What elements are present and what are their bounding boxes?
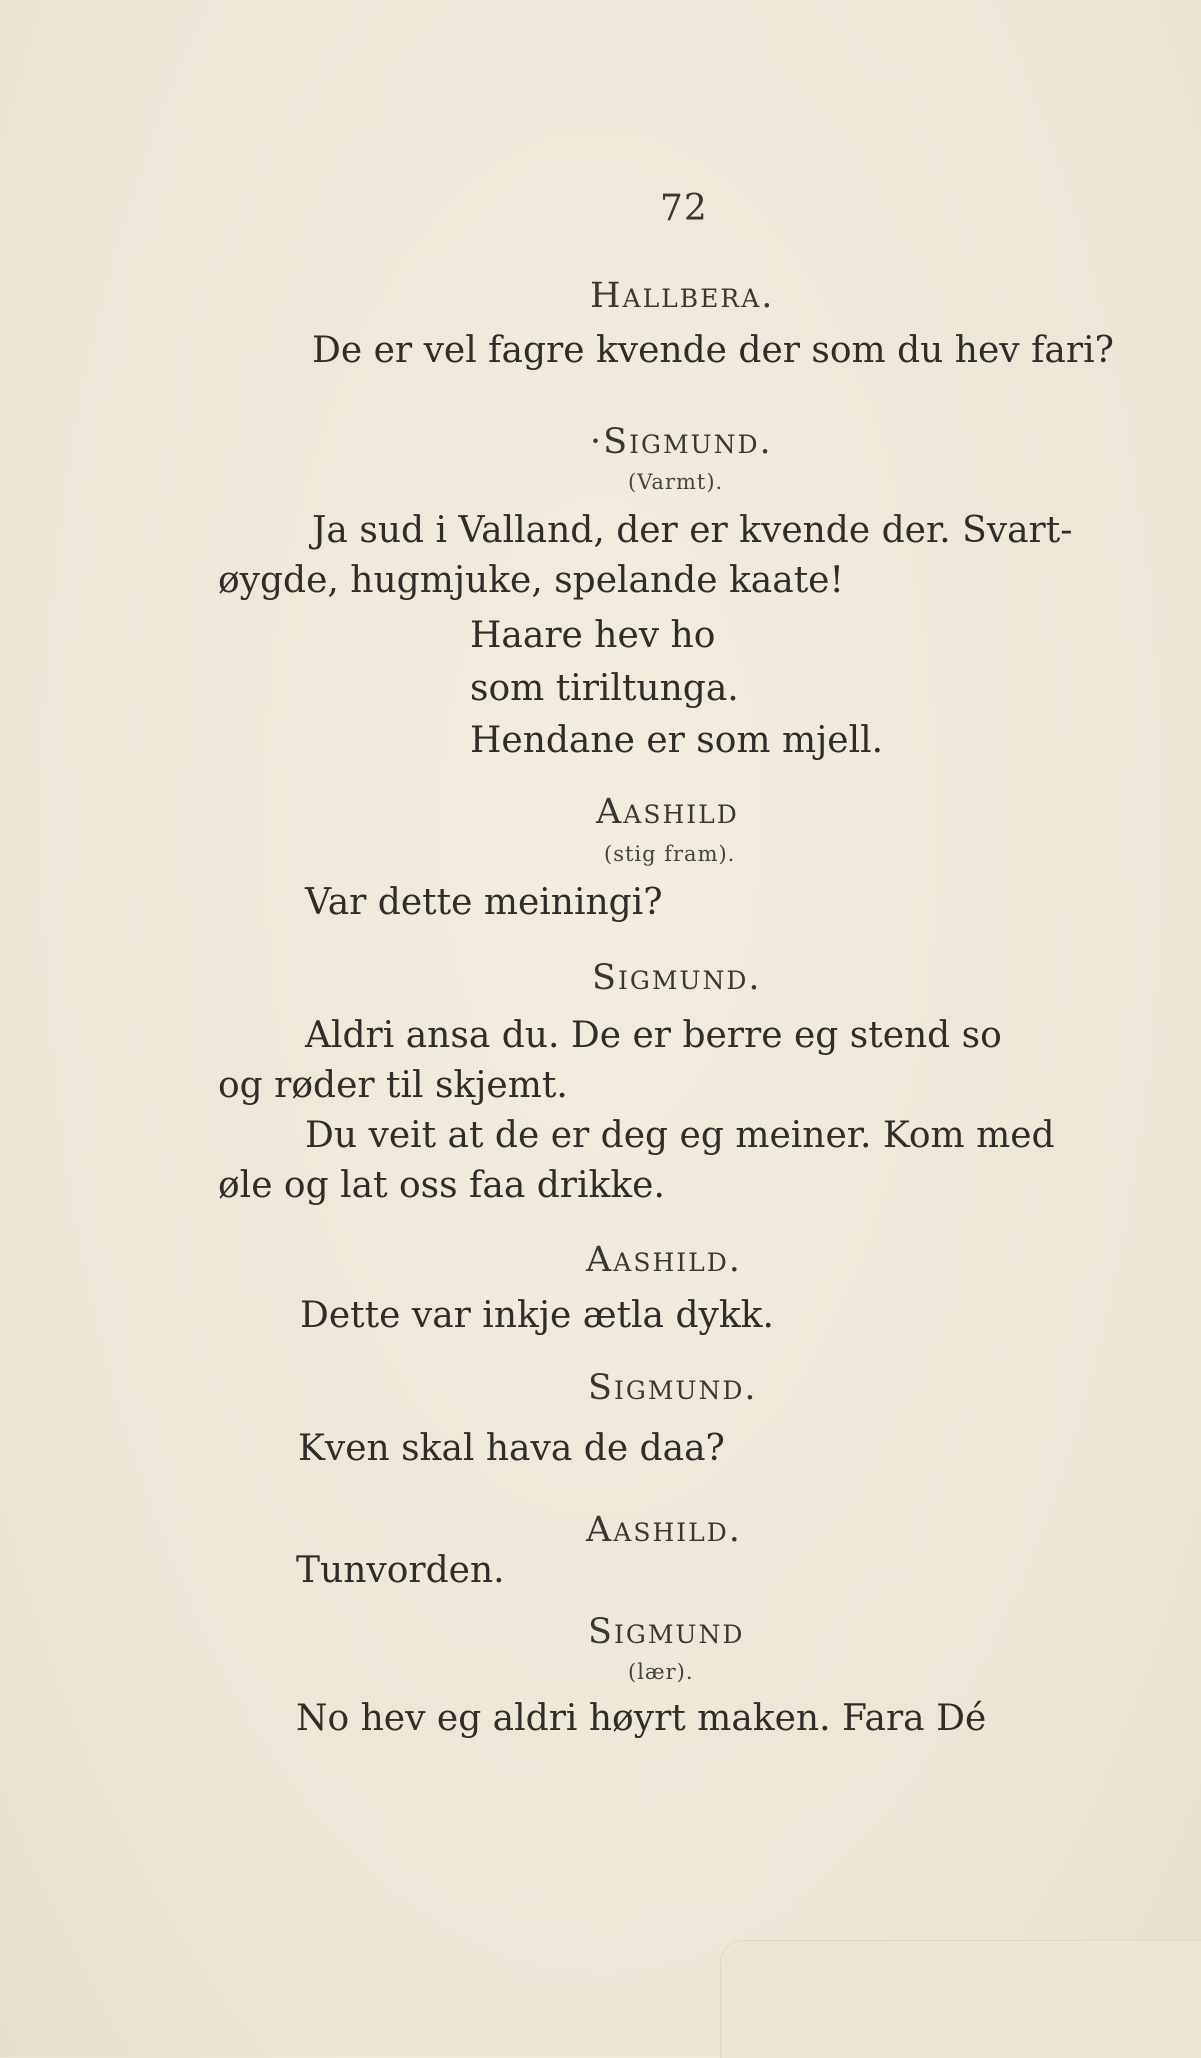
page-smudge — [720, 1940, 1201, 2058]
speaker-name: Aashild. — [586, 1240, 742, 1280]
speaker-name: Sigmund. — [588, 1368, 758, 1408]
dialogue-line: No hev eg aldri høyrt maken. Fara Dé — [296, 1698, 987, 1739]
dialogue-line: Du veit at de er deg eg meiner. Kom med — [305, 1115, 1055, 1156]
dialogue-line: De er vel fagre kvende der som du hev fari? — [312, 330, 1114, 371]
dialogue-line: Tunvorden. — [296, 1550, 505, 1591]
dialogue-line: Var dette meiningi? — [305, 882, 663, 923]
verse-line: som tiriltunga. — [470, 668, 739, 709]
dialogue-line: Aldri ansa du. De er berre eg stend so — [305, 1015, 1002, 1056]
dialogue-line: øygde, hugmjuke, spelande kaate! — [218, 560, 844, 601]
verse-line: Haare hev ho — [470, 615, 716, 656]
speaker-name: Sigmund — [588, 1612, 745, 1652]
speaker-name: ·Sigmund. — [590, 422, 773, 462]
dialogue-line: Ja sud i Valland, der er kvende der. Svart- — [312, 510, 1073, 551]
speaker-name: Sigmund. — [592, 958, 762, 998]
dialogue-line: Kven skal hava de daa? — [298, 1428, 725, 1469]
page-number: 72 — [660, 188, 708, 229]
speaker-name: Aashild. — [586, 1510, 742, 1550]
dialogue-line: øle og lat oss faa drikke. — [218, 1165, 665, 1206]
stage-direction: (stig fram). — [604, 842, 736, 866]
stage-direction: (Varmt). — [628, 470, 724, 494]
stage-direction: (lær). — [628, 1660, 694, 1684]
speaker-name: Aashild — [596, 792, 739, 832]
dialogue-line: og røder til skjemt. — [218, 1065, 568, 1106]
speaker-name: Hallbera. — [590, 276, 775, 316]
verse-line: Hendane er som mjell. — [470, 720, 884, 761]
dialogue-line: Dette var inkje ætla dykk. — [300, 1295, 774, 1336]
